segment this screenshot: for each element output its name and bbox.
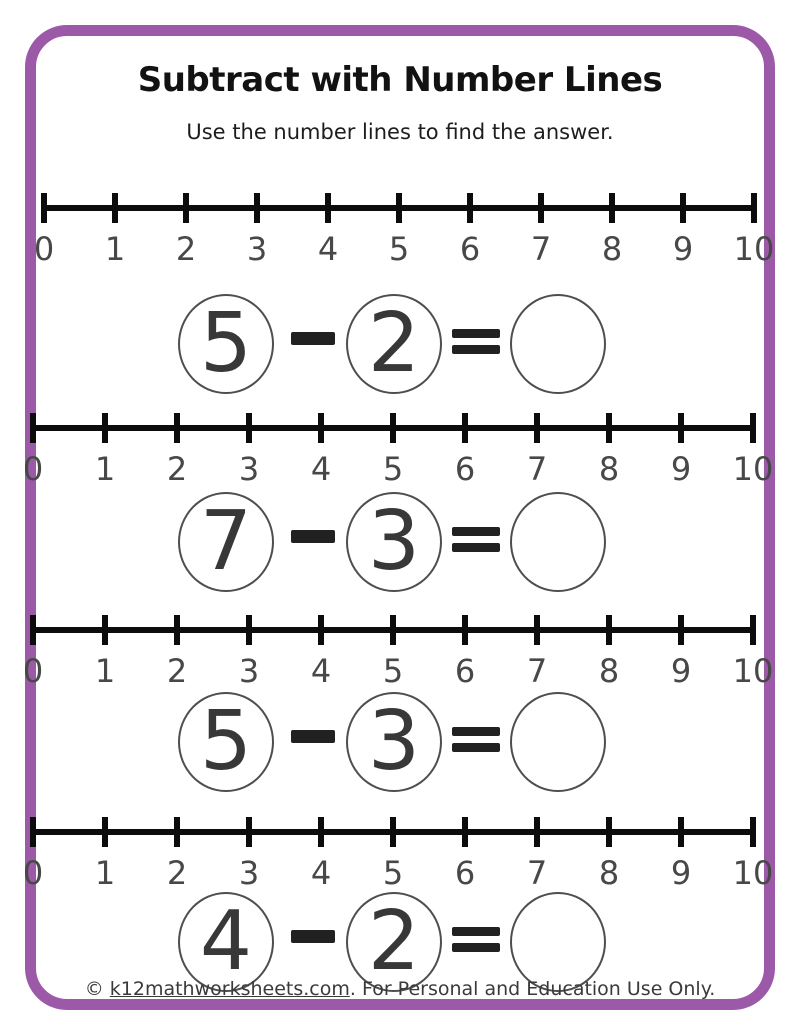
number-line <box>33 193 775 275</box>
tick-label: 10 <box>732 652 774 690</box>
tick-label: 10 <box>732 450 774 488</box>
tick-label: 5 <box>388 230 410 268</box>
page-subtitle: Use the number lines to find the answer. <box>186 120 614 144</box>
tick-label: 1 <box>104 230 126 268</box>
tick-label: 8 <box>598 652 620 690</box>
minus-icon <box>291 930 335 943</box>
tick-mark <box>750 413 756 443</box>
tick-mark <box>102 615 108 645</box>
tick-mark <box>462 413 468 443</box>
tick-label: 4 <box>310 450 332 488</box>
minuend-circle <box>178 692 274 792</box>
minuend-value: 5 <box>199 296 253 391</box>
answer-circle[interactable] <box>510 892 606 992</box>
tick-label: 2 <box>166 652 188 690</box>
minuend-circle <box>178 892 274 992</box>
tick-label: 3 <box>238 652 260 690</box>
tick-mark <box>246 817 252 847</box>
tick-label: 1 <box>94 854 116 892</box>
footer <box>0 978 800 1000</box>
equals-bar-bottom <box>452 943 500 952</box>
tick-mark <box>246 615 252 645</box>
tick-mark <box>678 413 684 443</box>
equals-bar-bottom <box>452 543 500 552</box>
equals-icon <box>452 329 500 354</box>
tick-mark <box>30 615 36 645</box>
tick-mark <box>534 413 540 443</box>
number-line <box>22 413 774 495</box>
tick-mark <box>318 817 324 847</box>
tick-mark <box>609 193 615 223</box>
tick-mark <box>174 817 180 847</box>
footer-link[interactable]: k12mathworksheets.com <box>109 978 350 1000</box>
tick-mark <box>534 817 540 847</box>
equals-bar-top <box>452 527 500 536</box>
tick-label: 3 <box>238 854 260 892</box>
tick-mark <box>102 413 108 443</box>
subtrahend-value: 2 <box>367 894 421 989</box>
tick-label: 10 <box>732 854 774 892</box>
tick-mark <box>254 193 260 223</box>
tick-label: 7 <box>526 450 548 488</box>
equals-bar-top <box>452 727 500 736</box>
tick-label: 4 <box>317 230 339 268</box>
tick-label: 9 <box>670 652 692 690</box>
tick-mark <box>318 413 324 443</box>
equals-bar-bottom <box>452 743 500 752</box>
tick-label: 6 <box>454 854 476 892</box>
subtrahend-value: 2 <box>367 296 421 391</box>
tick-mark <box>750 817 756 847</box>
tick-label: 0 <box>33 230 55 268</box>
tick-label: 7 <box>526 652 548 690</box>
equals-bar-top <box>452 927 500 936</box>
footer-usage-text: . For Personal and Education Use Only. <box>349 978 716 1000</box>
answer-circle[interactable] <box>510 294 606 394</box>
subtrahend-value: 3 <box>367 694 421 789</box>
answer-circle[interactable] <box>510 492 606 592</box>
tick-label: 7 <box>530 230 552 268</box>
tick-label: 6 <box>454 652 476 690</box>
copyright-text: © <box>84 978 110 1000</box>
subtrahend-circle <box>346 692 442 792</box>
tick-label: 9 <box>672 230 694 268</box>
subtrahend-circle <box>346 892 442 992</box>
tick-mark <box>112 193 118 223</box>
minuend-value: 4 <box>199 894 253 989</box>
tick-mark <box>678 817 684 847</box>
tick-mark <box>751 193 757 223</box>
tick-label: 0 <box>22 652 44 690</box>
tick-mark <box>174 615 180 645</box>
tick-mark <box>534 615 540 645</box>
tick-mark <box>678 615 684 645</box>
tick-label: 4 <box>310 854 332 892</box>
equals-bar-bottom <box>452 345 500 354</box>
tick-mark <box>102 817 108 847</box>
tick-label: 3 <box>238 450 260 488</box>
subtrahend-circle <box>346 294 442 394</box>
problem-row <box>178 691 606 793</box>
tick-mark <box>325 193 331 223</box>
tick-label: 1 <box>94 652 116 690</box>
tick-label: 1 <box>94 450 116 488</box>
minuend-circle <box>178 294 274 394</box>
tick-label: 8 <box>598 854 620 892</box>
tick-mark <box>318 615 324 645</box>
number-line <box>22 615 774 697</box>
tick-mark <box>390 817 396 847</box>
equals-icon <box>452 927 500 952</box>
subtrahend-circle <box>346 492 442 592</box>
tick-mark <box>41 193 47 223</box>
tick-mark <box>606 615 612 645</box>
tick-mark <box>390 413 396 443</box>
tick-mark <box>750 615 756 645</box>
tick-label: 6 <box>459 230 481 268</box>
tick-mark <box>390 615 396 645</box>
minus-icon <box>291 530 335 543</box>
answer-circle[interactable] <box>510 692 606 792</box>
tick-label: 8 <box>598 450 620 488</box>
tick-label: 3 <box>246 230 268 268</box>
tick-mark <box>462 615 468 645</box>
tick-mark <box>30 817 36 847</box>
tick-label: 5 <box>382 450 404 488</box>
minus-icon <box>291 730 335 743</box>
tick-label: 6 <box>454 450 476 488</box>
tick-mark <box>30 413 36 443</box>
tick-label: 8 <box>601 230 623 268</box>
problem-row <box>178 491 606 593</box>
page-title: Subtract with Number Lines <box>137 60 663 100</box>
tick-label: 10 <box>733 230 775 268</box>
minuend-circle <box>178 492 274 592</box>
tick-mark <box>680 193 686 223</box>
tick-mark <box>183 193 189 223</box>
tick-label: 0 <box>22 450 44 488</box>
minuend-value: 5 <box>199 694 253 789</box>
tick-label: 5 <box>382 854 404 892</box>
tick-label: 4 <box>310 652 332 690</box>
minuend-value: 7 <box>199 494 253 589</box>
tick-mark <box>174 413 180 443</box>
tick-label: 7 <box>526 854 548 892</box>
tick-label: 2 <box>175 230 197 268</box>
number-line <box>22 817 774 899</box>
problem-row <box>178 293 606 395</box>
equals-bar-top <box>452 329 500 338</box>
subtrahend-value: 3 <box>367 494 421 589</box>
equals-icon <box>452 527 500 552</box>
tick-mark <box>606 817 612 847</box>
tick-mark <box>467 193 473 223</box>
tick-mark <box>246 413 252 443</box>
tick-mark <box>606 413 612 443</box>
tick-label: 2 <box>166 450 188 488</box>
tick-label: 9 <box>670 854 692 892</box>
tick-label: 9 <box>670 450 692 488</box>
tick-mark <box>396 193 402 223</box>
tick-label: 0 <box>22 854 44 892</box>
minus-icon <box>291 332 335 345</box>
tick-label: 2 <box>166 854 188 892</box>
tick-mark <box>462 817 468 847</box>
equals-icon <box>452 727 500 752</box>
tick-mark <box>538 193 544 223</box>
tick-label: 5 <box>382 652 404 690</box>
